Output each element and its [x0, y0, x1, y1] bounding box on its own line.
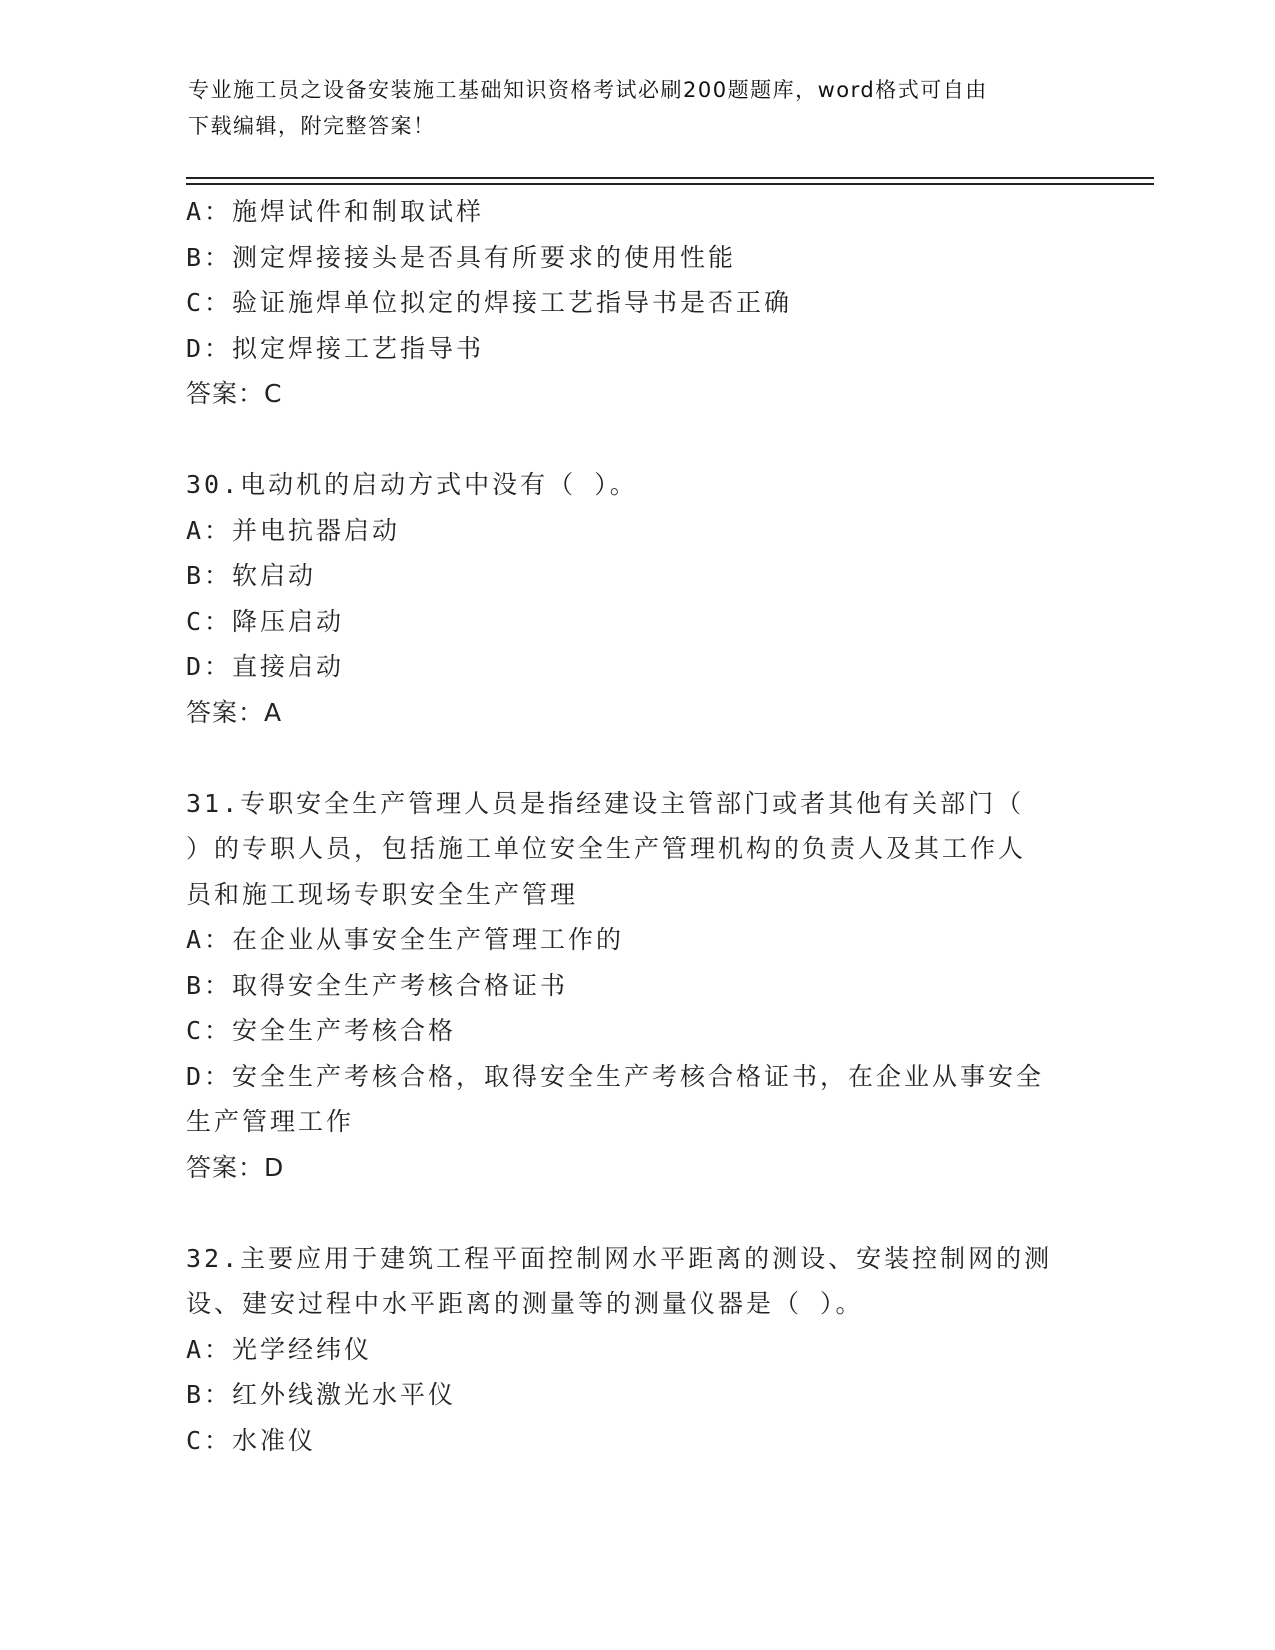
answer: 答案：C — [186, 379, 283, 408]
option-a: A：在企业从事安全生产管理工作的 — [186, 925, 625, 954]
option-b: B：测定焊接接头是否具有所要求的使用性能 — [186, 242, 737, 272]
answer: 答案：A — [186, 697, 283, 727]
option-d: D：直接启动 — [186, 652, 345, 681]
header-rule-top — [186, 177, 1154, 179]
option-c: C：降压启动 — [186, 606, 345, 636]
option-b: B：红外线激光水平仪 — [186, 1380, 457, 1409]
option-a: A：施焊试件和制取试样 — [186, 197, 485, 226]
option-d-line-2: 生产管理工作 — [186, 1107, 355, 1136]
document-header — [188, 72, 1068, 144]
header-line-2: 下载编辑，附完整答案！ — [188, 114, 436, 138]
option-a: A：并电抗器启动 — [186, 515, 401, 545]
spacer — [186, 735, 1076, 781]
header-rule-bottom — [186, 183, 1154, 185]
option-a: A：光学经纬仪 — [186, 1334, 373, 1364]
option-b: B：软启动 — [186, 561, 317, 590]
question-29-tail — [186, 189, 1076, 417]
question-32 — [186, 1236, 1076, 1464]
option-b: B：取得安全生产考核合格证书 — [186, 970, 569, 1000]
question-content — [186, 189, 1076, 1463]
option-c: C：安全生产考核合格 — [186, 1016, 457, 1045]
question-stem-line-2: ）的专职人员，包括施工单位安全生产管理机构的负责人及其工作人 — [186, 834, 1027, 863]
option-d: D：拟定焊接工艺指导书 — [186, 333, 485, 363]
question-stem: 30.电动机的启动方式中没有（ ）。 — [186, 470, 638, 499]
question-stem-line-2: 设、建安过程中水平距离的测量等的测量仪器是（ ）。 — [186, 1289, 864, 1318]
spacer — [186, 417, 1076, 463]
option-c: C：水准仪 — [186, 1425, 317, 1455]
option-c: C：验证施焊单位拟定的焊接工艺指导书是否正确 — [186, 288, 793, 317]
question-30 — [186, 462, 1076, 735]
header-line-1: 专业施工员之设备安装施工基础知识资格考试必刷200题题库，word格式可自由 — [188, 78, 988, 102]
question-31 — [186, 781, 1076, 1191]
option-d-line-1: D：安全生产考核合格，取得安全生产考核合格证书，在企业从事安全 — [186, 1061, 1045, 1091]
answer: 答案：D — [186, 1152, 285, 1182]
question-stem-line-1: 32.主要应用于建筑工程平面控制网水平距离的测设、安装控制网的测 — [186, 1243, 1053, 1273]
question-stem-line-1: 31.专职安全生产管理人员是指经建设主管部门或者其他有关部门（ — [186, 788, 1025, 818]
spacer — [186, 1190, 1076, 1236]
question-stem-line-3: 员和施工现场专职安全生产管理 — [186, 879, 579, 909]
